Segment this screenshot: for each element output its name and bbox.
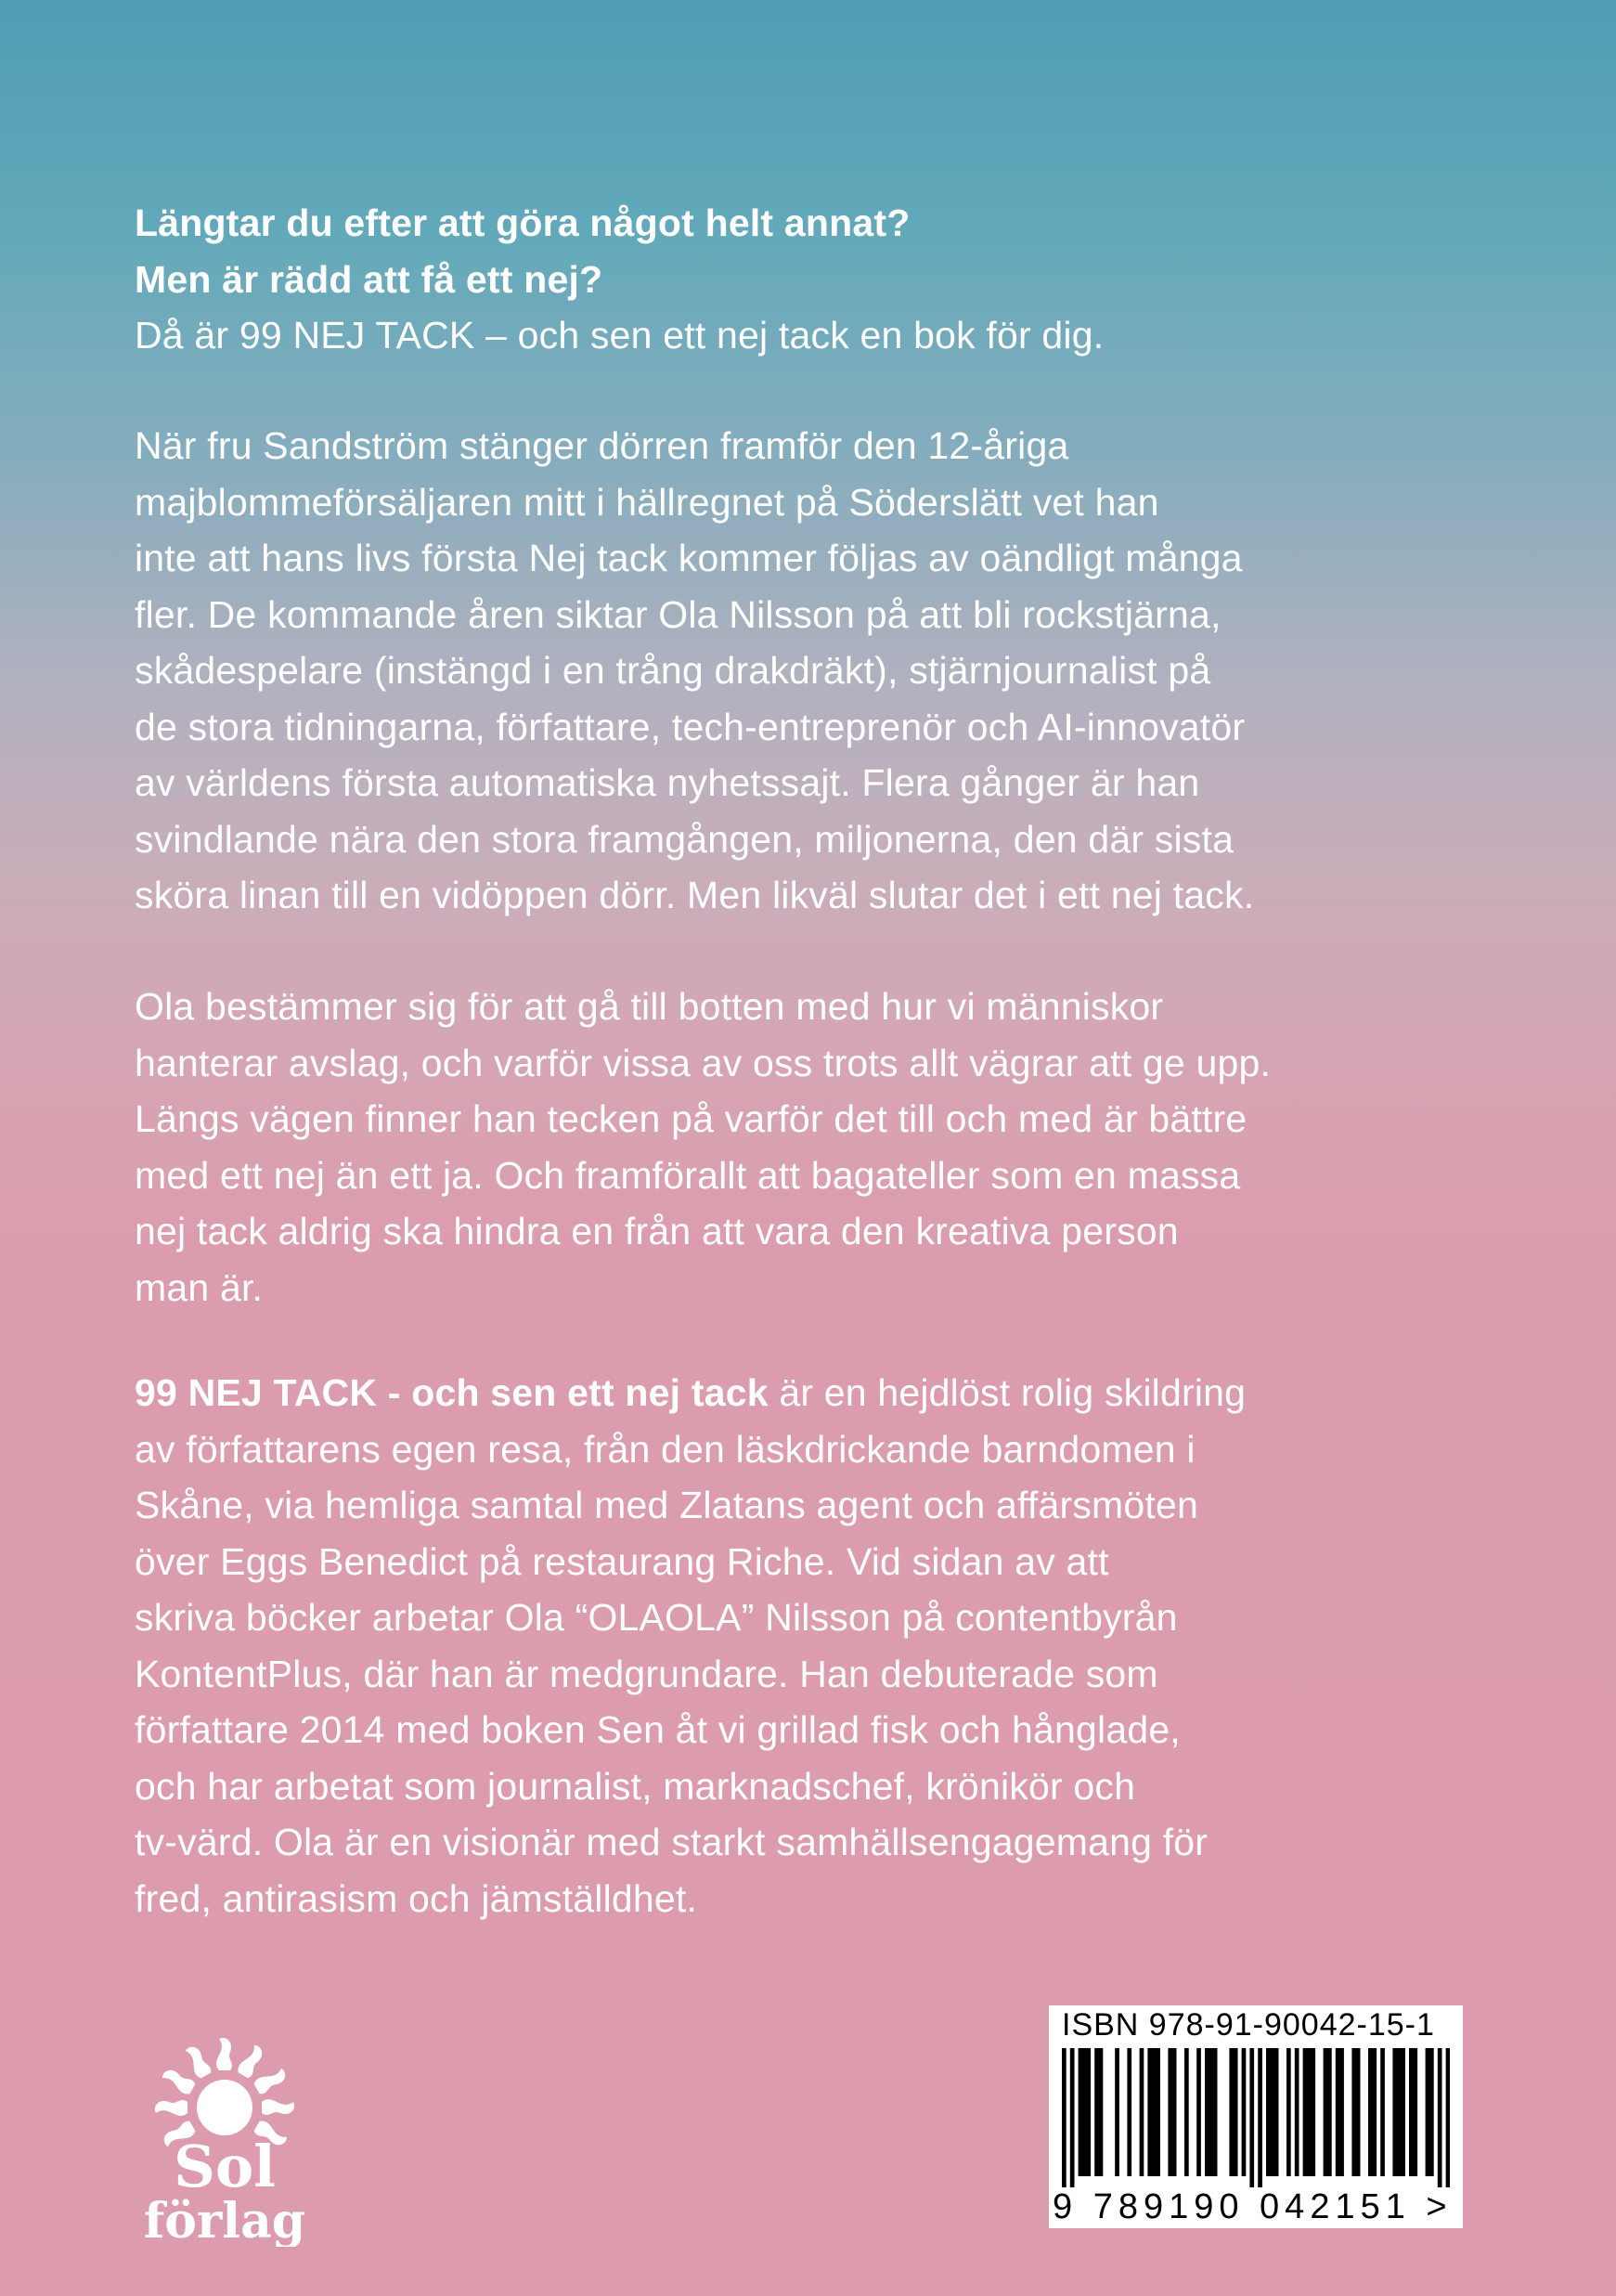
barcode-bar	[1205, 2048, 1209, 2176]
paragraph-line: tv-värd. Ola är en visionär med starkt samhällsengagemang för	[135, 1821, 1209, 1863]
barcode-bar	[1324, 2048, 1328, 2176]
paragraph-line: Ola bestämmer sig för att gå till botten med hur vi människor	[135, 985, 1164, 1028]
isbn-number: ISBN 978-91-90042-15-1	[1062, 2007, 1435, 2043]
barcode-bar	[1372, 2048, 1377, 2176]
paragraph-line: fler. De kommande åren siktar Ola Nilsson på att bli rockstjärna,	[135, 592, 1222, 636]
barcode-bar	[1168, 2048, 1172, 2176]
barcode-bar	[1356, 2048, 1361, 2176]
paragraph-line-rest: är en hejdlöst rolig skildring	[768, 1371, 1247, 1414]
barcode-bar	[1286, 2048, 1291, 2176]
paragraph-line: de stora tidningarna, författare, tech-entreprenör och AI-innovatör	[135, 705, 1246, 748]
barcode-bar	[1062, 2048, 1067, 2187]
paragraph-line: med ett nej än ett ja. Och framförallt att bagateller som en massa	[135, 1153, 1241, 1197]
barcode-bar	[1086, 2048, 1091, 2176]
barcode-bar	[1413, 2048, 1417, 2176]
barcode-bar	[1270, 2048, 1274, 2176]
barcode-bar	[1196, 2048, 1201, 2176]
paragraph-line: Längs vägen finner han tecken på varför det till och med är bättre	[135, 1097, 1248, 1140]
barcode-bar	[1426, 2048, 1430, 2176]
book-title: 99 NEJ TACK - och sen ett nej tack	[135, 1371, 769, 1414]
paragraph-line: författare 2014 med boken Sen åt vi grillad fisk och hånglade,	[135, 1708, 1181, 1751]
paragraph-line: man är.	[135, 1265, 264, 1309]
barcode-bar	[1397, 2048, 1402, 2176]
barcode-bar	[1336, 2048, 1340, 2176]
barcode-bar	[1303, 2048, 1308, 2176]
barcode-bar	[1380, 2048, 1385, 2176]
barcode-bar	[1392, 2048, 1397, 2176]
barcode-bar	[1127, 2048, 1131, 2176]
barcode-bar	[1152, 2048, 1157, 2176]
barcode-bar	[1184, 2048, 1189, 2176]
barcode-bar	[1368, 2048, 1373, 2176]
paragraph-line: När fru Sandström stänger dörren framför den 12-åriga	[135, 424, 1069, 467]
barcode-bar	[1209, 2048, 1213, 2176]
paragraph-line: av världens första automatiska nyhetssajt. Flera gånger är han	[135, 761, 1200, 804]
barcode-bar	[1249, 2048, 1254, 2187]
ean-digits: 9 789190 042151 >	[1053, 2187, 1453, 2226]
barcode-bar	[1429, 2048, 1434, 2176]
paragraph-line: majblommeförsäljaren mitt i hällregnet på Söderslätt vet han	[135, 480, 1159, 524]
barcode-bars	[1062, 2048, 1450, 2187]
barcode-bar	[1140, 2048, 1144, 2176]
intro-block	[135, 195, 1508, 364]
isbn-barcode	[1049, 2005, 1463, 2228]
paragraph-story	[135, 418, 1508, 924]
paragraph-line: Skåne, via hemliga samtal med Zlatans agent och affärsmöten	[135, 1484, 1198, 1526]
paragraph-line: nej tack aldrig ska hindra en från att vara den kreativa person	[135, 1210, 1179, 1252]
barcode-bar	[1242, 2048, 1247, 2176]
barcode-bar	[1213, 2048, 1218, 2176]
barcode-bar	[1156, 2048, 1160, 2176]
barcode-bar	[1274, 2048, 1279, 2176]
publisher-logo	[121, 2015, 343, 2247]
paragraph-line: inte att hans livs första Nej tack kommer följas av oändligt många	[135, 537, 1243, 579]
paragraph-line: sköra linan till en vidöppen dörr. Men likväl slutar det i ett nej tack.	[135, 874, 1255, 916]
paragraph-line: skriva böcker arbetar Ola “OLAOLA” Nilsson på contentbyrån	[135, 1596, 1178, 1639]
paragraph-line: över Eggs Benedict på restaurang Riche. Vid sidan av att	[135, 1539, 1109, 1583]
paragraph-author	[135, 1365, 1508, 1926]
barcode-bar	[1147, 2048, 1152, 2176]
barcode-bar	[1099, 2048, 1104, 2176]
paragraph-line: KontentPlus, där han är medgrundare. Han debuterade som	[135, 1652, 1158, 1695]
barcode-bar	[1082, 2048, 1087, 2176]
barcode-bar	[1446, 2048, 1450, 2187]
barcode-bar	[1401, 2048, 1405, 2176]
barcode-bar	[1258, 2048, 1262, 2187]
paragraph-line: svindlande nära den stora framgången, miljonerna, den där sista	[135, 817, 1235, 861]
barcode-bar	[1339, 2048, 1344, 2176]
logo-word-sol: Sol	[174, 2133, 276, 2200]
barcode-bar	[1094, 2048, 1099, 2176]
paragraph-line: hanterar avslag, och varför vissa av oss trots allt vägrar att ge upp.	[135, 1041, 1272, 1084]
barcode-bar	[1070, 2048, 1075, 2187]
barcode-bar	[1351, 2048, 1356, 2176]
paragraph-line: av författarens egen resa, från den läskdrickande barndomen i	[135, 1427, 1196, 1471]
intro-question-2: Men är rädd att få ett nej?	[135, 257, 603, 301]
paragraph-line: fred, antirasism och jämställdhet.	[135, 1876, 698, 1920]
barcode-bar	[1438, 2048, 1442, 2187]
barcode-bar	[1229, 2048, 1234, 2176]
paragraph-theme	[135, 979, 1508, 1316]
intro-statement: Då är 99 NEJ TACK – och sen ett nej tack en bok för dig.	[135, 314, 1105, 357]
barcode-bar	[1266, 2048, 1271, 2176]
barcode-bar	[1234, 2048, 1238, 2176]
barcode-bar	[1172, 2048, 1177, 2176]
intro-question-1: Längtar du efter att göra något helt annat?	[135, 201, 911, 244]
barcode-bar	[1409, 2048, 1414, 2176]
barcode-bar	[1295, 2048, 1299, 2176]
barcode-bar	[1307, 2048, 1312, 2176]
barcode-bar	[1115, 2048, 1119, 2176]
sun-icon	[121, 2015, 343, 2247]
paragraph-line: skådespelare (instängd i en trång drakdräkt), stjärnjournalist på	[135, 649, 1211, 692]
barcode-bar	[1311, 2048, 1315, 2176]
barcode-bar	[1327, 2048, 1332, 2176]
logo-word-forlag: förlag	[143, 2193, 306, 2247]
paragraph-line: och har arbetat som journalist, marknadschef, krönikör och	[135, 1764, 1136, 1808]
paragraph-first-line	[135, 1365, 1508, 1421]
barcode-bar	[1079, 2048, 1083, 2176]
